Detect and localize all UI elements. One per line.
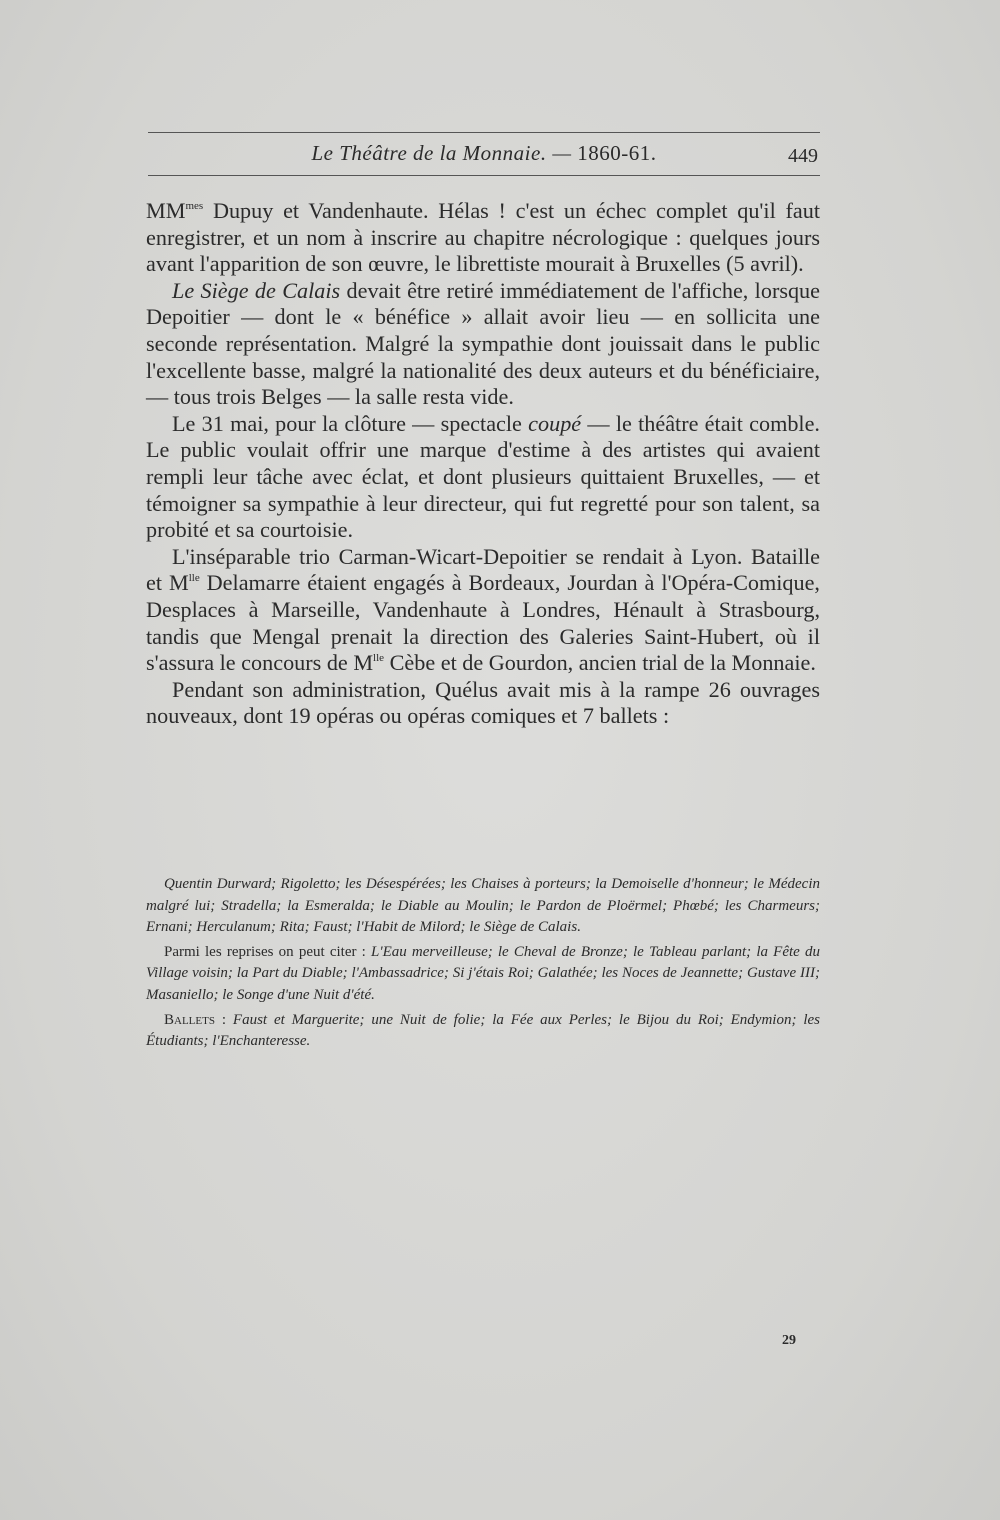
mlle-superscript-1: lle	[188, 572, 200, 585]
mlle-superscript-2: lle	[373, 652, 385, 665]
body-text	[146, 198, 820, 730]
revivals-list	[146, 942, 820, 1007]
header-title	[148, 141, 820, 166]
header-dash: —	[546, 141, 578, 165]
running-header	[148, 132, 820, 176]
work-title: Le Siège de Calais	[172, 277, 341, 303]
paragraph-1	[146, 198, 820, 278]
paragraph-3-start: Le 31 mai, pour la clôture — spectacle	[172, 410, 529, 436]
signature-mark: 29	[782, 1333, 796, 1348]
ballets-lead: Ballets	[164, 1011, 215, 1028]
revivals-lead: Parmi les reprises on peut citer :	[164, 943, 372, 960]
paragraph-5: Pendant son administration, Quélus avait mis à la rampe 26 ouvrages nouveaux, dont 19 opéras ou opéras comiques et 7 ballets :	[146, 676, 820, 729]
mm-superscript: mes	[185, 200, 204, 212]
header-title-text: Le Théâtre de la Monnaie.	[311, 141, 547, 165]
page-number: 449	[788, 145, 818, 167]
paragraph-4-a: L'inséparable trio Carman-Wicart-Depoitier se rendait à Lyon. Bataille et M	[146, 543, 820, 596]
ballets-titles: Faust et Marguerite; une Nuit de folie; la Fée aux Perles; le Bijou du Roi; Endymion; les Étudiants; l'Enchanteresse.	[146, 1011, 820, 1050]
mm-abbrev: MM	[146, 198, 186, 223]
ballets-sep: :	[214, 1011, 233, 1028]
works-list	[146, 874, 820, 1056]
paragraph-4	[146, 544, 820, 677]
paragraph-3-italic: coupé	[528, 410, 582, 436]
paragraph-2-text: devait être retiré immédiatement de l'affiche, lorsque Depoitier — dont le « bénéfice » allait avoir lieu — en sollicita une seconde représentation. Malgré la sympathie dont jouissait dans le public l'excellente basse, malgré la nationalité des deux auteurs et du bénéficiaire, — tous trois Belges — la salle resta vide.	[146, 277, 820, 410]
revivals-titles: L'Eau merveilleuse; le Cheval de Bronze; le Tableau parlant; la Fête du Village voisin; la Part du Diable; l'Ambassadrice; Si j'étais Roi; Galathée; les Noces de Jeannette; Gustave III; Masaniello; le Songe d'une Nuit d'été.	[146, 943, 820, 1003]
ballets-list	[146, 1010, 820, 1053]
paragraph-3	[146, 411, 820, 544]
new-works-list: Quentin Durward; Rigoletto; les Désespérées; les Chaises à porteurs; la Demoiselle d'honneur; le Médecin malgré lui; Stradella; la Esmeralda; le Diable au Moulin; le Pardon de Ploërmel; Phœbé; les Charmeurs; Ernani; Herculanum; Rita; Faust; l'Habit de Milord; le Siège de Calais.	[146, 876, 820, 936]
paragraph-4-b: Delamarre étaient engagés à Bordeaux, Jourdan à l'Opéra-Comique, Desplaces à Marseille, Vandenhaute à Londres, Hénault à Strasbourg, tandis que Mengal prenait la direction des Galeries Saint-Hubert, où il s'assura le concours de M	[146, 570, 820, 676]
paragraph-2	[146, 278, 820, 411]
header-dates: 1860-61.	[577, 141, 657, 165]
paragraph-3-end: — le théâtre était comble. Le public voulait offrir une marque d'estime à des artistes qui avaient rempli leur tâche avec éclat, et dont plusieurs quittaient Bruxelles, — et témoigner sa sympathie à leur directeur, qui fut regretté pour son talent, sa probité et sa courtoisie.	[146, 410, 820, 543]
paragraph-4-c: Cèbe et de Gourdon, ancien trial de la Monnaie.	[384, 650, 816, 676]
paragraph-1-text: Dupuy et Vandenhaute. Hélas ! c'est un échec complet qu'il faut enregistrer, et un nom à inscrire au chapitre nécrologique : quelques jours avant l'apparition de son œuvre, le librettiste mourait à Bruxelles (5 avril).	[146, 198, 820, 277]
